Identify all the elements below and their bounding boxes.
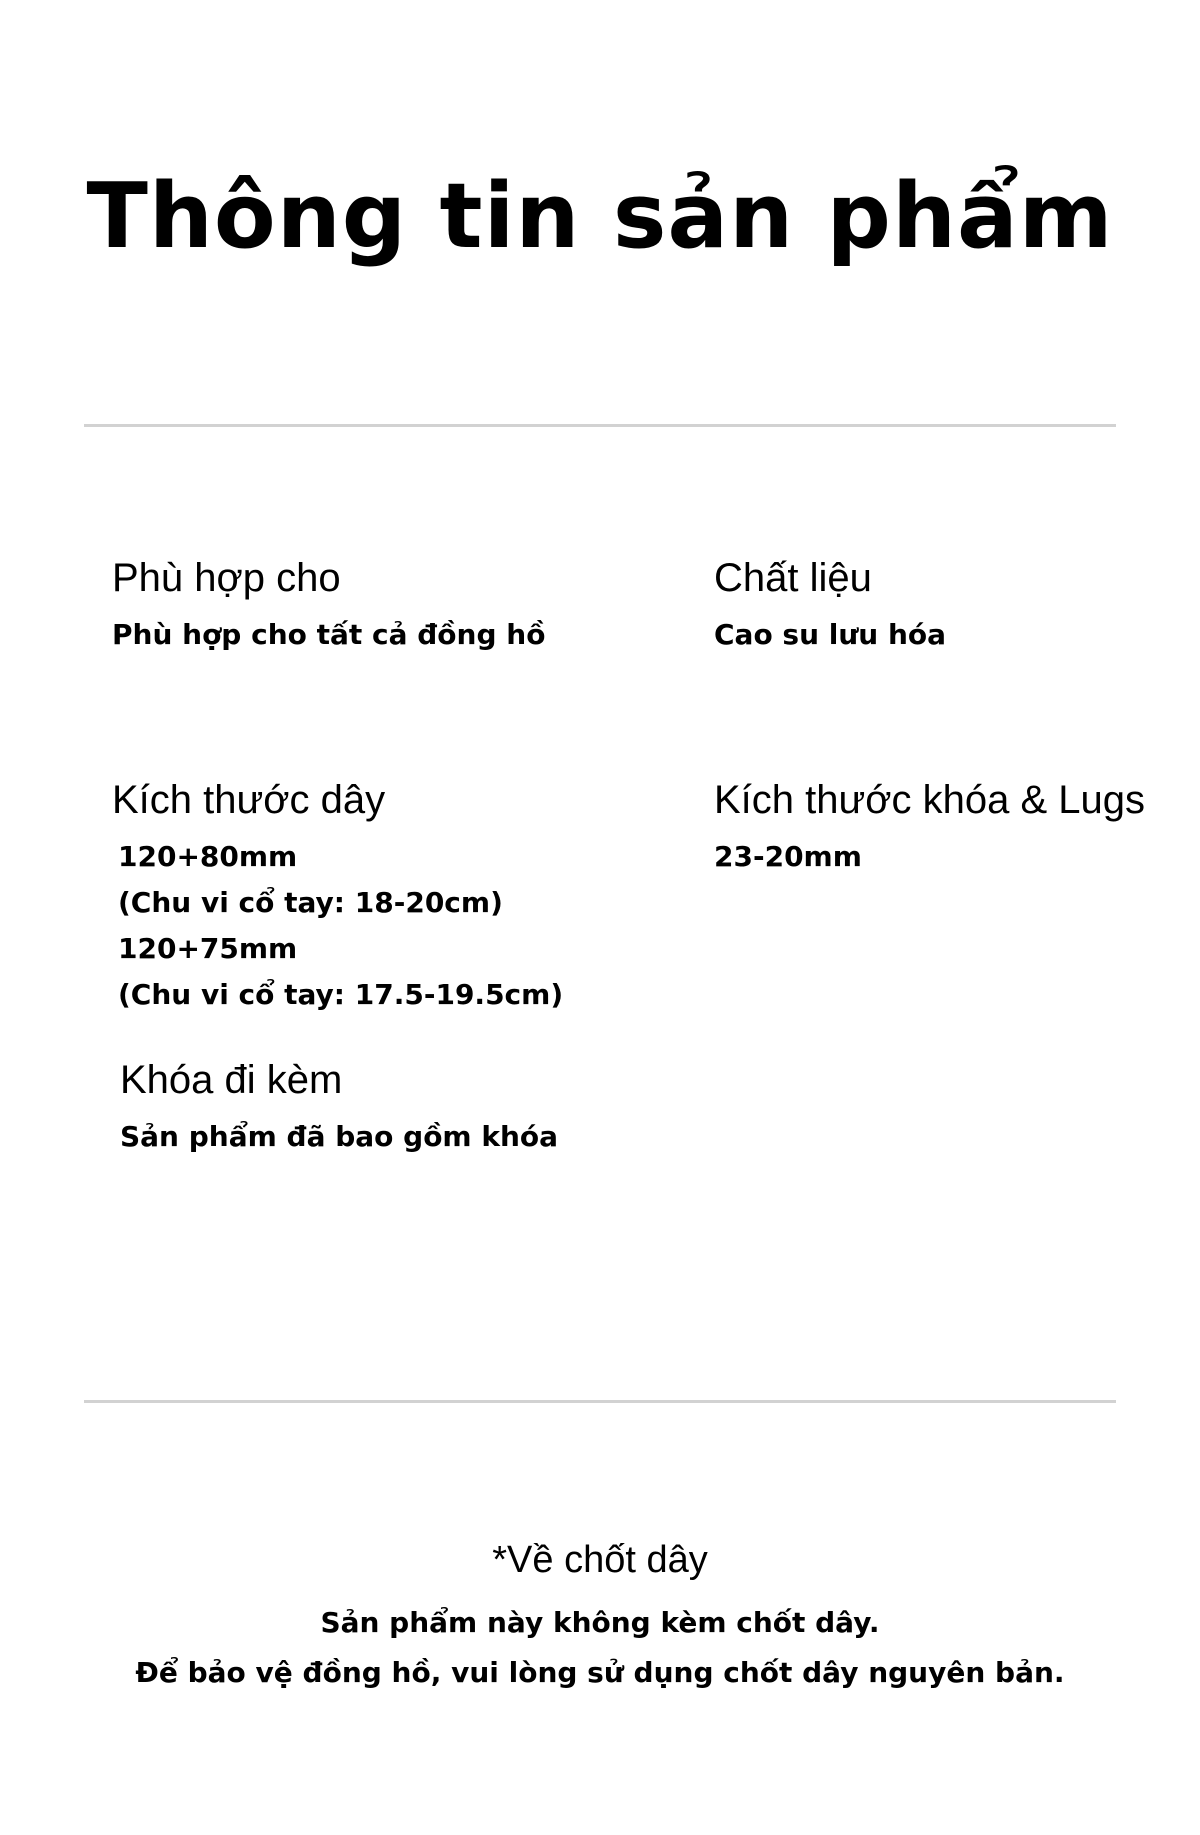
spec-buckle-lug-size-label: Kích thước khóa & Lugs <box>714 778 1146 822</box>
spec-strap-size-values <box>112 834 563 1018</box>
spec-strap-size <box>112 776 563 1018</box>
wrist-circumference-note: (Chu vi cổ tay: 17.5-19.5cm) <box>118 978 564 1011</box>
wrist-circumference-note: (Chu vi cổ tay: 18-20cm) <box>118 886 503 919</box>
page-title: Thông tin sản phẩm <box>86 164 1114 269</box>
spring-bar-note-body <box>0 1598 1200 1698</box>
spec-material-value: Cao su lưu hóa <box>714 618 947 651</box>
note-line: Để bảo vệ đồng hồ, vui lòng sử dụng chốt dây nguyên bản. <box>135 1656 1065 1689</box>
spring-bar-note-label: *Về chốt dây <box>492 1539 708 1581</box>
spec-material-label: Chất liệu <box>714 556 872 600</box>
spec-compatibility-label: Phù hợp cho <box>112 556 341 600</box>
spec-compatibility <box>112 554 545 658</box>
spec-buckle-lug-size-value: 23-20mm <box>714 840 862 873</box>
strap-size-option: 120+75mm <box>118 932 298 965</box>
divider-bottom <box>84 1400 1116 1403</box>
spec-buckle-lug-size <box>714 776 1145 880</box>
divider-top <box>84 424 1116 427</box>
spec-buckle-included-label: Khóa đi kèm <box>120 1058 343 1102</box>
note-line: Sản phẩm này không kèm chốt dây. <box>320 1606 880 1639</box>
spec-buckle-included <box>120 1056 558 1160</box>
spec-strap-size-label: Kích thước dây <box>112 778 386 822</box>
strap-size-option: 120+80mm <box>118 840 298 873</box>
spec-buckle-included-value: Sản phẩm đã bao gồm khóa <box>120 1120 559 1153</box>
spec-material <box>714 554 946 658</box>
spec-compatibility-value: Phù hợp cho tất cả đồng hồ <box>112 618 546 651</box>
spring-bar-note <box>0 1536 1200 1698</box>
